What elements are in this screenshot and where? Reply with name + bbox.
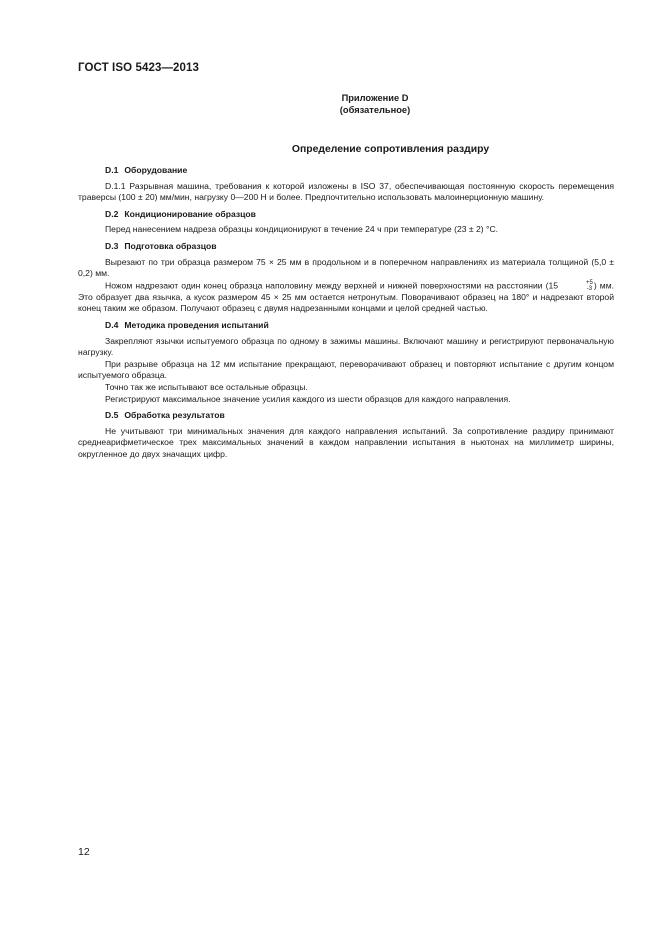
document-body <box>78 163 614 465</box>
section-number: D.4 <box>105 319 119 330</box>
section-title: Методика проведения испытаний <box>124 319 269 330</box>
page-title: Определение сопротивления раздиру <box>291 144 490 155</box>
paragraph: При разрыве образца на 12 мм испытание прекращают, переворачивают образец и повторяют испытание с другим концом испытуемого образца. <box>78 358 614 381</box>
annex-status: (обязательное) <box>339 105 411 115</box>
paragraph: Регистрируют максимальное значение усилия каждого из шести образцов для каждого направления. <box>105 393 511 404</box>
paragraph: Перед нанесением надреза образцы кондиционируют в течение 24 ч при температуре (23 ± 2) °С. <box>105 224 499 235</box>
paragraph-part: ) мм. Это образует два язычка, а кусок размером 45 × 25 мм остается нетронутым. Поворачивают образец на 180° и надрезают второй конец таким же образом. Получают образец с двумя надрезанными концами и целой средней частью. <box>78 280 614 314</box>
annex-heading <box>240 92 510 116</box>
paragraph: D.1.1 Разрывная машина, требования к которой изложены в ISO 37, обеспечивающая постоянную скорость перемещения траверсы (100 ± 20) мм/мин, нагрузку 0—200 Н и более. Предпочтительно использовать малоинерционную машину. <box>78 180 614 203</box>
section-heading-d4 <box>105 320 614 332</box>
section-number: D.1 <box>105 165 119 175</box>
section-title: Подготовка образцов <box>124 240 217 251</box>
section-heading-d1 <box>105 165 614 177</box>
paragraph: Точно так же испытывают все остальные образцы. <box>105 381 308 392</box>
section-title: Обработка результатов <box>124 410 225 421</box>
paragraph-part: Ножом надрезают один конец образца наполовину между верхней и нижней поверхностями на расстоянии (15 <box>105 280 559 291</box>
section-number: D.5 <box>105 410 119 421</box>
section-number: D.3 <box>105 240 119 251</box>
annex-label: Приложение D <box>341 93 409 103</box>
section-title: Оборудование <box>124 165 188 175</box>
page-number: 12 <box>78 846 90 858</box>
paragraph: Вырезают по три образца размером 75 × 25 мм в продольном и в поперечном направлениях из материала толщиной (5,0 ± 0,2) мм. <box>78 256 614 279</box>
section-title: Кондиционирование образцов <box>124 208 256 219</box>
tolerance-fraction <box>559 280 593 292</box>
paragraph: Закрепляют язычки испытуемого образца по одному в зажимы машины. Включают машину и регистрируют первоначальную нагрузку. <box>78 335 614 358</box>
paragraph-with-tolerance <box>78 280 614 315</box>
section-number: D.2 <box>105 208 119 219</box>
paragraph: Не учитывают три минимальных значения для каждого направления испытаний. За сопротивление раздиру принимают среднеарифметическое трех максимальных значений в каждом направлении испытания в ньютонах на миллиметр ширины, округленное до двух значащих цифр. <box>78 425 614 459</box>
section-heading-d2 <box>105 209 614 221</box>
section-heading-d5 <box>105 410 614 422</box>
tolerance-upper: +5 <box>586 279 593 286</box>
tolerance-lower: -3 <box>586 285 593 292</box>
section-heading-d3 <box>105 241 614 253</box>
standard-header: ГОСТ ISO 5423—2013 <box>78 62 200 74</box>
